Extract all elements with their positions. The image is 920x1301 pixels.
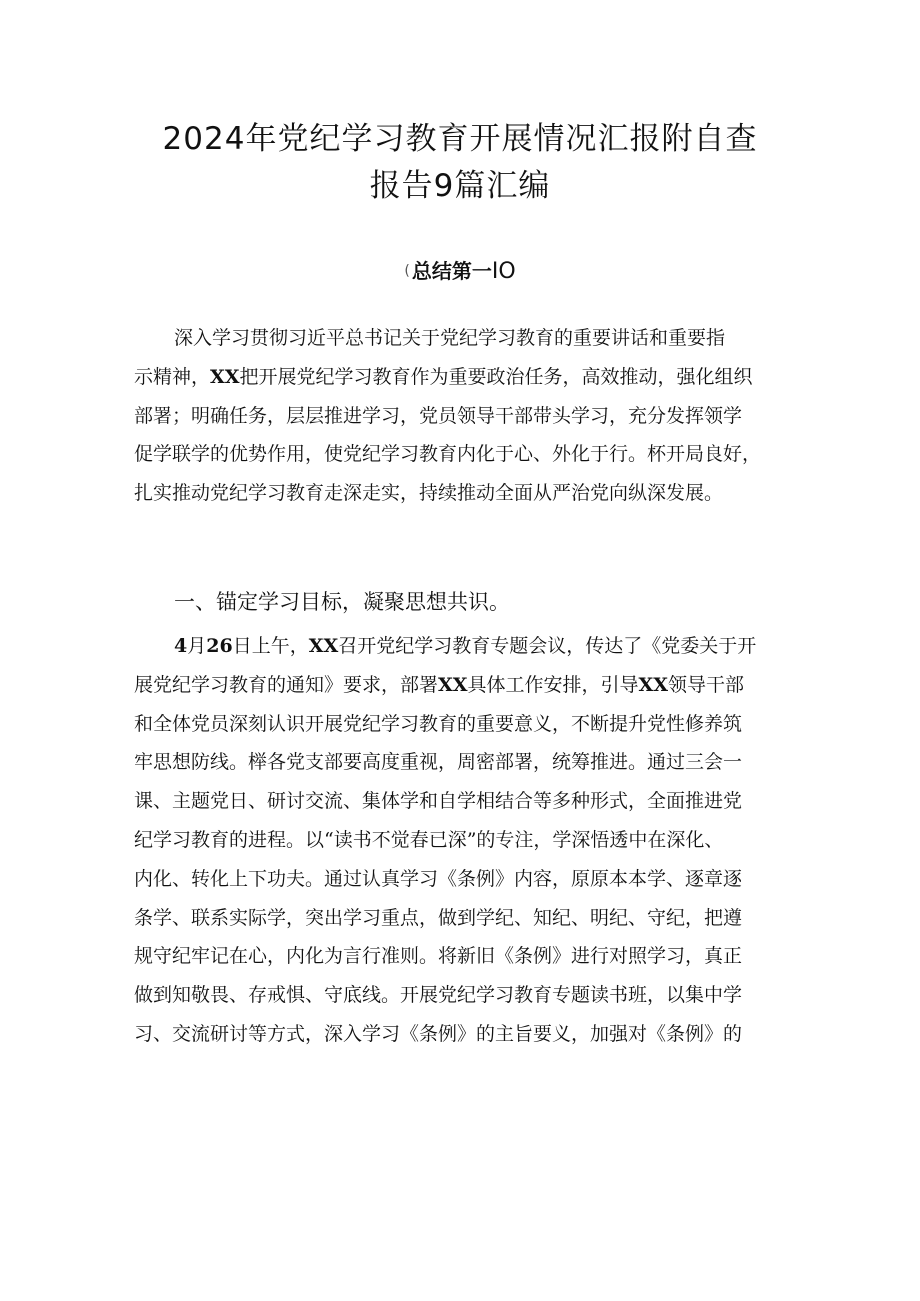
paragraph-line: 纪学习教育的进程。以“读书不觉春已深”的专注，学深悟透中在深化、 <box>134 828 724 851</box>
paragraph-line: 条学、联系实际学，突出学习重点，做到学纪、知纪、明纪、守纪，把遵 <box>134 906 743 929</box>
bold-run: XX <box>638 673 668 696</box>
paragraph-line: 和全体党员深刻认识开展党纪学习教育的重要意义，不断提升党性修养筑 <box>134 712 743 735</box>
text-run: 领导干部 <box>668 673 745 696</box>
text-run: 具体工作安排，引导 <box>467 673 639 696</box>
text-run: 展党纪学习教育的通知》要求，部署 <box>134 673 439 696</box>
text-run: 示精神， <box>134 365 211 388</box>
subtitle-suffix: IO <box>491 259 516 284</box>
paragraph-line: 内化、转化上下功夫。通过认真学习《条例》内容，原原本本学、逐章逐 <box>134 867 743 890</box>
paragraph-line: 习、交流研讨等方式，深入学习《条例》的主旨要义，加强对《条例》的 <box>134 1022 743 1045</box>
bold-run: 4 <box>174 635 188 657</box>
bold-run: 26 <box>206 635 233 657</box>
text-run: 月 <box>187 635 207 657</box>
section-heading-1: 一、锚定学习目标，凝聚思想共识。 <box>174 590 510 614</box>
paragraph-line: 课、主题党日、研讨交流、集体学和自学相结合等多种形式，全面推进党 <box>134 790 743 813</box>
bold-run: XX <box>308 635 339 657</box>
paragraph-line <box>134 358 794 397</box>
subtitle-main: 总结第一 <box>411 259 492 283</box>
text-run: 日上午， <box>232 635 309 657</box>
paragraph-line: 规守纪牢记在心，内化为言行准则。将新旧《条例》进行对照学习，真正 <box>134 945 743 968</box>
paragraph-line <box>134 666 794 705</box>
paragraph-line: 牢思想防线。榉各党支部要高度重视，周密部署，统筹推进。通过三会一 <box>134 751 743 774</box>
bold-run: XX <box>210 365 240 388</box>
paragraph-line: 扎实推动党纪学习教育走深走实，持续推动全面从严治党向纵深发展。 <box>134 482 724 505</box>
subtitle-paren: ( <box>404 263 410 279</box>
text-run: 召开党纪学习教育专题会议，传达了《党委关于开 <box>338 635 757 657</box>
document-title-line-1: 2024年党纪学习教育开展情况汇报附自查 <box>162 121 758 157</box>
text-run: 把开展党纪学习教育作为重要政治任务，高效推动，强化组织 <box>239 365 753 388</box>
bold-run: XX <box>438 673 468 696</box>
document-subtitle <box>0 255 920 284</box>
paragraph-line: 部署；明确任务，层层推进学习，党员领导干部带头学习，充分发挥领学 <box>134 404 743 427</box>
paragraph-line: 做到知敬畏、存戒惧、守底线。开展党纪学习教育专题读书班，以集中学 <box>134 984 743 1007</box>
paragraph-intro <box>134 319 794 513</box>
paragraph-line: 深入学习贯彻习近平总书记关于党纪学习教育的重要讲话和重要指 <box>174 327 726 349</box>
paragraph-line <box>134 627 794 666</box>
paragraph-section-1 <box>134 627 794 1054</box>
document-title-line-2: 报告9篇汇编 <box>369 168 551 204</box>
paragraph-line: 促学联学的优势作用，使党纪学习教育内化于心、外化于行。杯开局良好， <box>134 443 762 466</box>
